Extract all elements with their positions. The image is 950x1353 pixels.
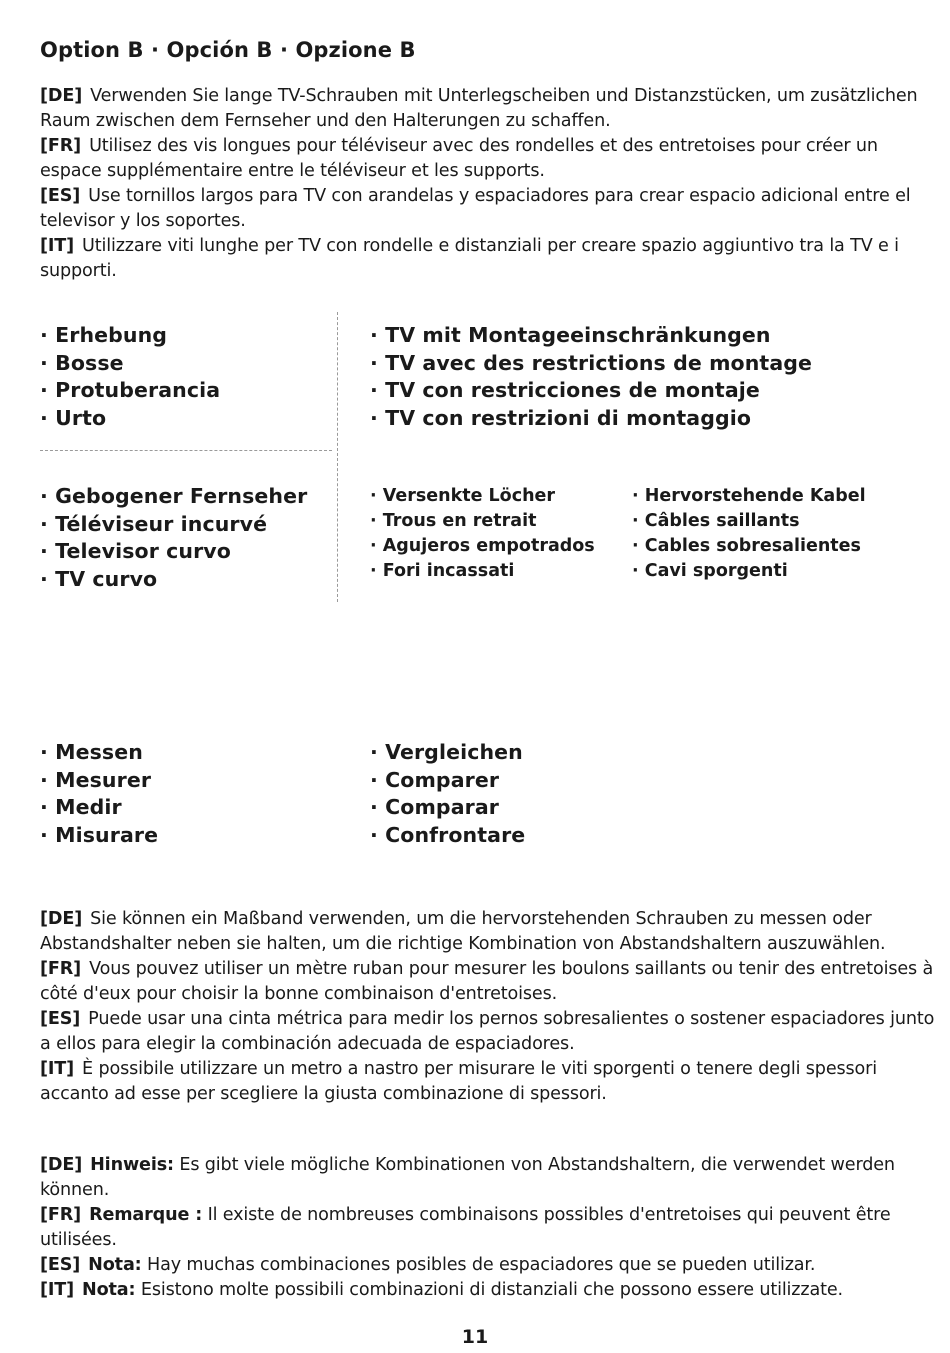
bump-list [40, 322, 220, 433]
list-item: · Misurare [40, 823, 159, 848]
intro-it-text: Utilizzare viti lunghe per TV con rondelle e distanziali per creare spazio aggiuntivo tra la TV e i supporti. [40, 236, 899, 281]
lang-code: [FR] [40, 136, 82, 156]
restricted-tv-list [370, 322, 812, 433]
list-item: · Bosse [40, 350, 124, 375]
list-item: · TV mit Montageeinschränkungen [370, 323, 771, 347]
intro-es [40, 184, 940, 234]
list-item: · Hervorstehende Kabel [632, 486, 866, 506]
intro-it [40, 234, 940, 284]
lang-code: [ES] [40, 1009, 81, 1029]
list-item: · Vergleichen [370, 740, 523, 764]
list-item: · Fori incassati [370, 561, 515, 581]
note-es-text: Hay muchas combinaciones posibles de espaciadores que se pueden utilizar. [141, 1255, 816, 1275]
lang-code: [FR] [40, 959, 82, 979]
list-item: · Erhebung [40, 323, 168, 347]
vertical-divider [337, 312, 338, 602]
list-item: · Televisor curvo [40, 539, 231, 564]
curved-tv-list [40, 483, 307, 594]
measure-es-text: Puede usar una cinta métrica para medir los pernos sobresalientes o sostener espaciadores junto a ellos para elegir la combinación adecuada de espaciadores. [40, 1009, 935, 1054]
lang-code: [FR] [40, 1205, 82, 1225]
list-item: · Cavi sporgenti [632, 561, 788, 581]
compare-list [370, 739, 525, 850]
note-it-text: Esistono molte possibili combinazioni di distanziali che possono essere utilizzate. [135, 1280, 843, 1300]
list-item: · Urto [40, 406, 107, 431]
lang-code: [ES] [40, 186, 81, 206]
list-item: · Téléviseur incurvé [40, 511, 268, 536]
intro-fr [40, 134, 940, 184]
list-item: · TV curvo [40, 567, 158, 592]
list-item: · Cables sobresalientes [632, 536, 861, 556]
note-fr [40, 1203, 940, 1253]
list-item: · Medir [40, 795, 122, 820]
lang-code: [IT] [40, 236, 75, 256]
list-item: · Agujeros empotrados [370, 536, 595, 556]
note-label: Nota: [88, 1255, 142, 1275]
list-item: · Trous en retrait [370, 511, 537, 531]
measure-fr [40, 957, 940, 1007]
list-item: · TV con restrizioni di montaggio [370, 406, 752, 431]
protruding-cables-list [632, 484, 866, 584]
list-item: · Protuberancia [40, 378, 221, 403]
measure-de-text: Sie können ein Maßband verwenden, um die hervorstehenden Schrauben zu messen oder Abstandshalter neben sie halten, um die richtige Kombination von Abstandshaltern auszuwählen. [40, 909, 886, 954]
note-it [40, 1278, 940, 1303]
note-label: Remarque : [89, 1205, 203, 1225]
intro-de-text: Verwenden Sie lange TV-Schrauben mit Unterlegscheiben und Distanzstücken, um zusätzlichen Raum zwischen dem Fernseher und den Halterungen zu schaffen. [40, 86, 918, 131]
measure-it-text: È possibile utilizzare un metro a nastro per misurare le viti sporgenti o tenere degli spessori accanto ad esse per scegliere la giusta combinazione di spessori. [40, 1059, 877, 1104]
intro-es-text: Use tornillos largos para TV con arandelas y espaciadores para crear espacio adicional entre el televisor y los soportes. [40, 186, 911, 231]
intro-fr-text: Utilisez des vis longues pour téléviseur avec des rondelles et des entretoises pour créer un espace supplémentaire entre le téléviseur et les supports. [40, 136, 878, 181]
list-item: · Versenkte Löcher [370, 486, 556, 506]
list-item: · Gebogener Fernseher [40, 484, 308, 508]
measure-list [40, 739, 158, 850]
list-item: · Câbles saillants [632, 511, 800, 531]
list-item: · Confrontare [370, 823, 526, 848]
recessed-holes-list [370, 484, 595, 584]
note-de [40, 1153, 940, 1203]
list-item: · Comparer [370, 767, 500, 792]
intro-de [40, 84, 940, 134]
lang-code: [ES] [40, 1255, 81, 1275]
page-number: 11 [461, 1326, 489, 1348]
notes [40, 1153, 940, 1303]
note-es [40, 1253, 940, 1278]
list-item: · TV avec des restrictions de montage [370, 350, 813, 375]
lang-code: [DE] [40, 909, 83, 929]
lang-code: [DE] [40, 1155, 83, 1175]
measure-fr-text: Vous pouvez utiliser un mètre ruban pour mesurer les boulons saillants ou tenir des entretoises à côté d'eux pour choisir la bonne combinaison d'entretoises. [40, 959, 934, 1004]
lang-code: [DE] [40, 86, 83, 106]
note-de-text: Es gibt viele mögliche Kombinationen von Abstandshaltern, die verwendet werden können. [40, 1155, 895, 1200]
note-fr-text: Il existe de nombreuses combinaisons possibles d'entretoises qui peuvent être utilisées. [40, 1205, 891, 1250]
note-label: Hinweis: [90, 1155, 174, 1175]
measure-de [40, 907, 940, 957]
list-item: · Comparar [370, 795, 499, 820]
lang-code: [IT] [40, 1280, 75, 1300]
measure-text [40, 907, 940, 1107]
measure-es [40, 1007, 940, 1057]
page-title: Option B · Opción B · Opzione B [40, 38, 416, 62]
intro-text [40, 84, 940, 284]
lang-code: [IT] [40, 1059, 75, 1079]
list-item: · Messen [40, 740, 143, 764]
measure-it [40, 1057, 940, 1107]
list-item: · TV con restricciones de montaje [370, 378, 760, 403]
horizontal-divider [40, 450, 332, 451]
note-label: Nota: [82, 1280, 136, 1300]
list-item: · Mesurer [40, 767, 152, 792]
